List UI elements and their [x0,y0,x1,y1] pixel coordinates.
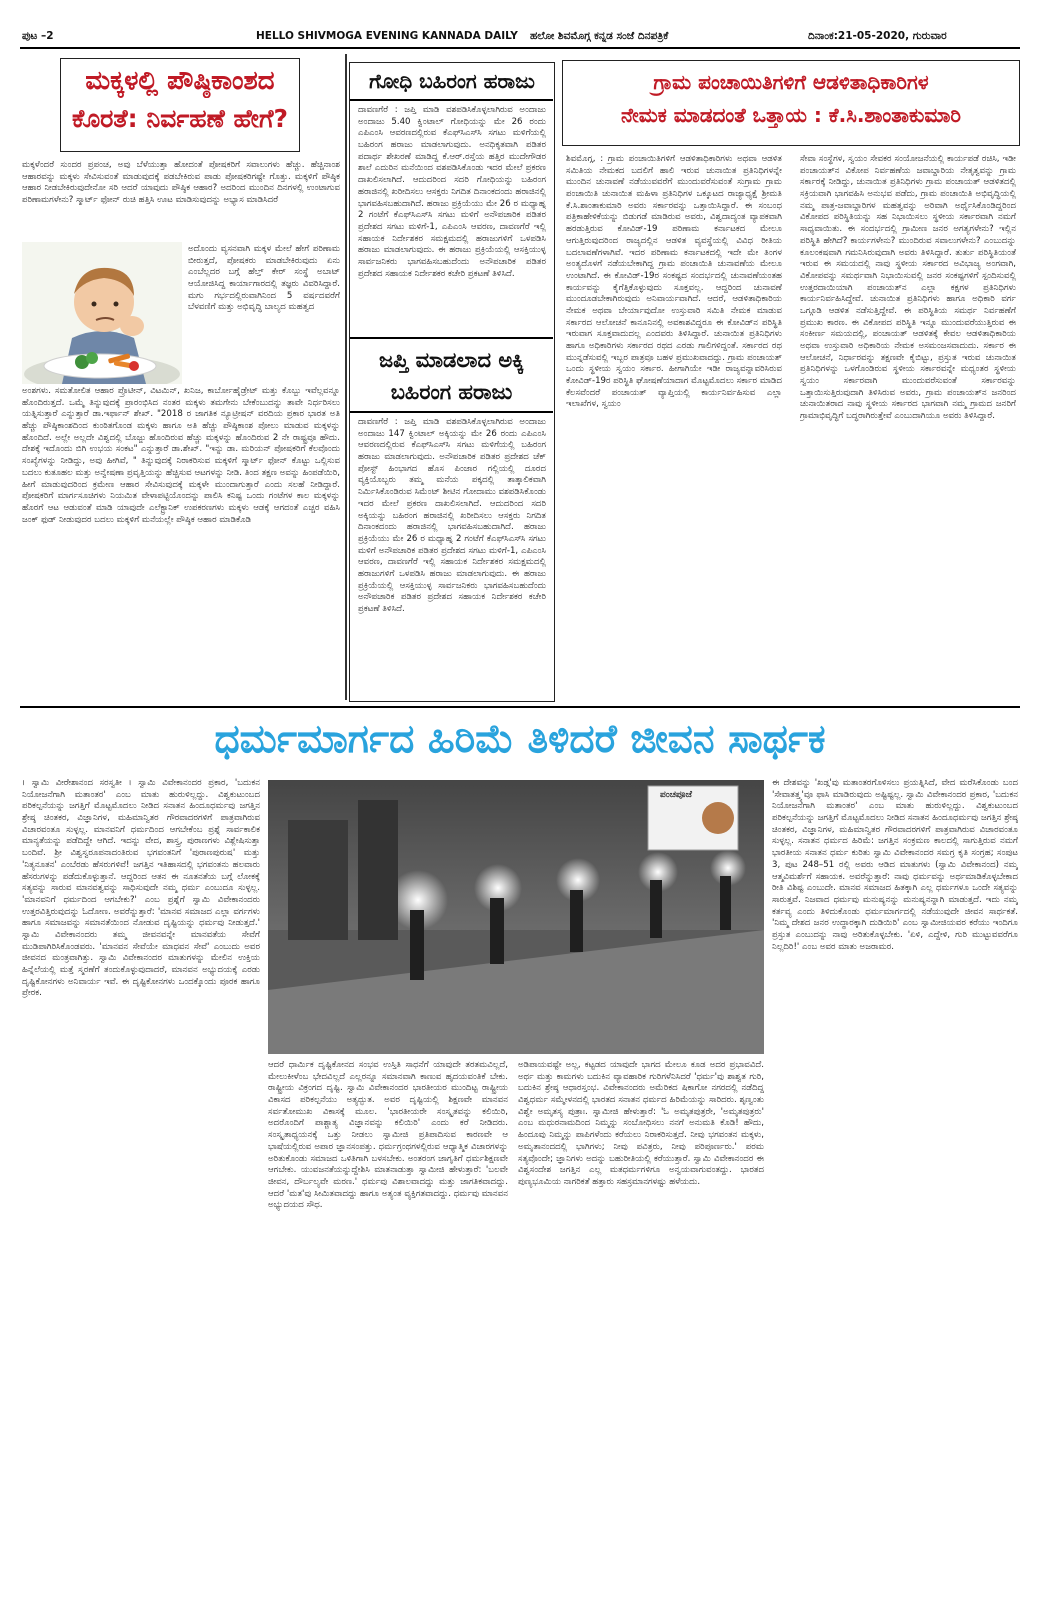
article-nutrition [22,54,340,702]
nutrition-body-side: ಅದೊಂದು ವ್ಯಸನವಾಗಿ ಮಕ್ಕಳ ಮೇಲೆ ಹೇಗೆ ಪರಿಣಾಮ ಬೀರುತ್ತದೆ, ಪೋಷಕರು ಮಾಡಬೇಕಿರುವುದು ಏನು ಎಂಬೆಲ್ಲದರ ಬಗ್ಗೆ ಹೆಲ್ತ್ ಕೇರ್ ಸಂಸ್ಥೆ ಅಬಾಟ್ ಆಯೋಜಿಸಿದ್ದ ಕಾರ್ಯಾಗಾರದಲ್ಲಿ ತಜ್ಞರು ವಿವರಿಸಿದ್ದಾರೆ. ಮಗು ಗರ್ಭದಲ್ಲಿರುವಾಗಿನಿಂದ 5 ವರ್ಷದವರೆಗೆ ಬೆಳವಣಿಗೆ ಮತ್ತು ಅಭಿವೃದ್ಧಿ ಬಾಲ್ಯದ ಮಹತ್ವದ [188,244,340,313]
panchayat-col2: ಸೇವಾ ಸಂಸ್ಥೆಗಳ, ಸ್ವಯಂ ಸೇವಕರ ಸಂಯೋಜನೆಯಲ್ಲಿ ಕಾರ್ಯಪಡೆ ರಚಿಸಿ, ಇಡೀ ಪಂಚಾಯತ್‌ನ ವಿಕೋಪ ನಿರ್ವಹಣೆಯ ಜವಾಬ್ದಾರಿಯ ನೇತೃತ್ವವನ್ನು ಗ್ರಾಮ ಸರ್ಕಾರಕ್ಕೆ ನೀಡಿದ್ದು, ಚುನಾಯಿತ ಪ್ರತಿನಿಧಿಗಳು ಗ್ರಾಮ ಪಂಚಾಯತ್ ಆಡಳಿತದಲ್ಲಿ ಸಕ್ರಿಯವಾಗಿ ಭಾಗವಹಿಸಿ ಅನುಭವ ಪಡೆದು, ಗ್ರಾಮ ಪಂಚಾಯಿತಿ ಅಭಿವೃದ್ಧಿಯಲ್ಲಿ ನಮ್ಮ ಪಾತ್ರ-ಜವಾಬ್ದಾರಿಗಳ ಮಹತ್ವವನ್ನು ಅರಿವಾಗಿ ಅರ್ಥೈಸಿಕೊಂಡಿದ್ದರಿಂದ ವಿಕೋಪದ ಪರಿಸ್ಥಿತಿಯನ್ನು ಸಹ ನಿಭಾಯಿಸಲು ಸ್ಥಳೀಯ ಸರ್ಕಾರವಾಗಿ ನಮಗೆ ಸಾಧ್ಯವಾಯಿತು. ಈ ಸಂದರ್ಭದಲ್ಲಿ ಗ್ರಾಮೀಣ ಜನರ ಅಗತ್ಯಗಳೇನು? ಇಲ್ಲಿನ ಪರಿಸ್ಥಿತಿ ಹೇಗಿದೆ? ಕಾರ್ಯಗಳೇನು? ಮುಂದಿರುವ ಸವಾಲುಗಳೇನು? ಎಂಬುದನ್ನು ಕೂಲಂಕಷವಾಗಿ ಗಮನಿಸಿರುವುದಾಗಿ ಅವರು ತಿಳಿಸಿದ್ದಾರೆ. ತುರ್ತು ಪರಿಸ್ಥಿತಿಯಂತೆ ಇರುವ ಈ ಸಮಯದಲ್ಲಿ ನಾವು ಸ್ಥಳೀಯ ಸರ್ಕಾರದ ಅವಿಭಾಜ್ಯ ಅಂಗವಾಗಿ, ವಿಕೋಪವನ್ನು ಸಮರ್ಥವಾಗಿ ನಿಭಾಯಿಸುವಲ್ಲಿ ಜನರ ಸಂಕಷ್ಟಗಳಿಗೆ ಸ್ಪಂದಿಸುವಲ್ಲಿ ಉತ್ತರದಾಯಿಯಾಗಿ ಪಂಚಾಯತ್‌ನ ಎಲ್ಲಾ ಕಕ್ಷಗಳ ಪ್ರತಿನಿಧಿಗಳು ಕಾರ್ಯನಿರ್ವಹಿಸಿದ್ದೇವೆ. ಚುನಾಯಿತ ಪ್ರತಿನಿಧಿಗಳು ಹಾಗೂ ಅಧಿಕಾರಿ ವರ್ಗ ಒಗ್ಗೂಡಿ ಆಡಳಿತ ನಡೆಸುತ್ತಿದ್ದೇವೆ. ಈ ಪರಿಸ್ಥಿತಿಯ ಸಮರ್ಥ ನಿರ್ವಹಣೆಗೆ ಪ್ರಮುಖ ಕಾರಣ. ಈ ವಿಕೋಪದ ಪರಿಸ್ಥಿತಿ ಇನ್ನೂ ಮುಂದುವರೆಯುತ್ತಿರುವ ಈ ಸಂಕೀರ್ಣ ಸಮಯದಲ್ಲಿ, ಪಂಚಾಯತ್ ಆಡಳಿತಕ್ಕೆ ಕೇವಲ ಆಡಳಿತಾಧಿಕಾರಿಯ ಅಥವಾ ಉಸ್ತುವಾರಿ ಅಧಿಕಾರಿಯ ನೇಮಕ ಅಸಮಂಜಸವಾದುದು. ಸರ್ಕಾರ ಈ ಆಲೋಚನೆ, ನಿರ್ಧಾರವನ್ನು ತಕ್ಷಣವೇ ಕೈಬಿಟ್ಟು, ಪ್ರಸ್ತುತ ಇರುವ ಚುನಾಯಿತ ಪ್ರತಿನಿಧಿಗಳನ್ನು ಒಳಗೊಂಡಿರುವ ಸ್ಥಳೀಯ ಸರ್ಕಾರವನ್ನೇ ಮಧ್ಯಂತರ ಸ್ಥಳೀಯ ಸ್ವಯಂ ಸರ್ಕಾರವಾಗಿ ಮುಂದುವರೆಸುವಂತೆ ಸರ್ಕಾರವನ್ನು ಒತ್ತಾಯಿಸುತ್ತಿರುವುದಾಗಿ ತಿಳಿಸಿರುವ ಅವರು, ಗ್ರಾಮ ಪಂಚಾಯತ್‌ನ ಜನರಿಂದ ಚುನಾಯಿತರಾದ ನಾವು ಸ್ಥಳೀಯ ಸರ್ಕಾರದ ಭಾಗವಾಗಿ ನಮ್ಮ ಗ್ರಾಮದ ಜನರಿಗೆ ಗ್ರಾಮಾಭಿವೃದ್ಧಿಗೆ ಬದ್ಧರಾಗಿರುತ್ತೇವೆ ಎಂಬುದಾಗಿಯೂ ಅವರು ತಿಳಿಸಿದ್ದಾರೆ. [800,154,1016,422]
dharma-headline: ಧರ್ಮಮಾರ್ಗದ ಹಿರಿಮೆ ತಿಳಿದರೆ ಜೀವನ ಸಾರ್ಥಕ [214,717,826,762]
masthead-rule [20,47,1020,49]
nutrition-headline-line1: ಮಕ್ಕಳಲ್ಲಿ ಪೌಷ್ಠಿಕಾಂಶದ [85,66,275,96]
panchayat-headline-box [562,60,1020,146]
dharma-col2: ಆದರೆ ಧಾರ್ಮಿಕ ದೃಷ್ಟಿಕೋನದ ಸಂಭವ ಉಸ್ತಿತಿ ಸಾಧನೆಗೆ ಯಾವುದೇ ತರತಮವಿಲ್ಲದೆ, ಮೇಲುಕೀಳೆಂಬ ಭೇದವಿಲ್ಲದೆ ಎಲ್ಲರನ್ನೂ ಸಮಾನವಾಗಿ ಕಾಣುವ ಹೃದಯವಂತಿಕೆ ಬೇಕು. ರಾಷ್ಟ್ರೀಯ ವಿಕ್ರಂಗದ ದೃಷ್ಟಿ. ಸ್ವಾಮಿ ವಿವೇಕಾನಂದರ ಭಾರತೀಯರ ಮುಂದಿಟ್ಟ ರಾಷ್ಟ್ರೀಯ ವಿಕಾಸದ ಪರಿಕಲ್ಪನೆಯು ಅತ್ಯದ್ಭುತ. ಅವರ ದೃಷ್ಟಿಯಲ್ಲಿ ಶಿಕ್ಷಣವೇ ಮಾನವನ ಸರ್ವತೋಮುಖ ವಿಕಾಸಕ್ಕೆ ಮೂಲ. 'ಭಾರತೀಯರೇ ಸಂಸ್ಕೃತವನ್ನು ಕಲಿಯಿರಿ, ಅದರೊಂದಿಗೆ ಪಾಶ್ಚಾತ್ಯ ವಿಜ್ಞಾನವನ್ನು ಕಲಿಯಿರಿ' ಎಂದು ಕರೆ ನೀಡಿದರು. ಸಂಸ್ಕೃತಾಧ್ಯಯನಕ್ಕೆ ಒತ್ತು ನೀಡಲು ಸ್ವಾಮೀಜಿ ಪ್ರತಿಪಾದಿಸುವ ಕಾರಣವೇ ಆ ಭಾಷೆಯಲ್ಲಿರುವ ಅಪಾರ ಜ್ಞಾನಸಂಪತ್ತು. ಧರ್ಮಗ್ರಂಥಗಳಲ್ಲಿರುವ ಆಧ್ಯಾತ್ಮಿಕ ವಿಚಾರಗಳನ್ನು ಅರಿತುಕೊಂಡು ಸಮಾಜದ ಒಳಿತಿಗಾಗಿ ಬಳಸಬೇಕು. ಅಂತರಂಗ ಜಾಗೃತಿಗೆ ಧರ್ಮಶಿಕ್ಷಣವೇ ಆಗಬೇಕು. ಯುವಜನತೆಯನ್ನುದ್ದೇಶಿಸಿ ಮಾತನಾಡುತ್ತಾ ಸ್ವಾಮೀಜಿ ಹೇಳುತ್ತಾರೆ: 'ಬಲವೇ ಜೀವನ, ದೌರ್ಬಲ್ಯವೇ ಮರಣ.' ಧರ್ಮವು ವಿಶಾಲವಾದದ್ದು ಮತ್ತು ಜಾಗತಿಕವಾದದ್ದು. ಆದರೆ 'ಮತ'ವು ಸೀಮಿತವಾದದ್ದು ಹಾಗೂ ಅತ್ಯಂತ ವ್ಯಕ್ತಿಗತವಾದದ್ದು. ಧರ್ಮವು ಮಾನವನ ಅಭ್ಯುದಯದ ಸೌಧ. [268,1060,508,1211]
paper-name-kn: ಹಲೋ ಶಿವಮೊಗ್ಗ ಕನ್ನಡ ಸಂಜೆ ದಿನಪತ್ರಿಕೆ [530,30,669,42]
paper-name-en: HELLO SHIVMOGA EVENING KANNADA DAILY [256,30,518,42]
wheat-body: ದಾವಣಗೆರೆ : ಜಪ್ತಿ ಮಾಡಿ ವಶಪಡಿಸಿಕೊಳ್ಳಲಾಗಿರುವ ಅಂದಾಜು ಅಂದಾಜು 5.40 ಕ್ವಿಂಟಾಲ್ ಗೋಧಿಯನ್ನು ಮೇ 26 ರಂದು ಎಪಿಎಂಸಿ ಆವರಣದಲ್ಲಿರುವ ಕೆಎಫ್‍ಸಿಎಸ್‍ಸಿ ಸಗಟು ಮಳಿಗೆಯಲ್ಲಿ ಬಹಿರಂಗ ಹರಾಜು ಮಾಡಲಾಗುವುದು. ಅನಧಿಕೃತವಾಗಿ ಪಡಿತರ ಪದಾರ್ಥ ಶೇಖರಣೆ ಮಾಡಿದ್ದ ಕೆ.ಆರ್.ರಸ್ತೆಯ ಹತ್ತಿರ ಮುದೇಗೌಡರ ಶಾಲೆ ಎದುರಿನ ಮನೆಯಿಂದ ವಶಪಡಿಸಿಕೊಂಡು ಇದರ ಮೇಲೆ ಪ್ರಕರಣ ದಾಖಲಿಸಲಾಗಿದೆ. ಆದುದರಿಂದ ಸದರಿ ಗೋಧಿಯನ್ನು ಬಹಿರಂಗ ಹರಾಜಿನಲ್ಲಿ ಖರೀದಿಸಲು ಆಸಕ್ತರು ನಿಗದಿತ ದಿನಾಂಕದಂದು ಹರಾಜಿನಲ್ಲಿ ಭಾಗವಹಿಸಬಹುದಾಗಿದೆ. ಹರಾಜು ಪ್ರಕ್ರಿಯೆಯು ಮೇ 26 ರ ಮಧ್ಯಾಹ್ನ 2 ಗಂಟೆಗೆ ಕೆಎಫ್‍ಸಿಎಸ್‍ಸಿ ಸಗಟು ಮಳಿಗೆ ಅನೌಪಚಾರಿಕ ಪಡಿತರ ಪ್ರದೇಶದ ಸಗಟು ಮಳಿಗೆ-1, ಎಪಿಎಂಸಿ ಆವರಣ, ದಾವಣಗೆರೆ ಇಲ್ಲಿ ಸಹಾಯಕ ನಿರ್ದೇಶಕರ ಸಮಕ್ಷಮದಲ್ಲಿ ಹರಾಜುಗಳಿಗೆ ಒಳಪಡಿಸಿ ಹರಾಜು ಮಾಡಲಾಗುವುದು. ಈ ಹರಾಜು ಪ್ರಕ್ರಿಯೆಯಲ್ಲಿ ಆಸಕ್ತಿಯುಳ್ಳ ಸಾರ್ವಜನಿಕರು ಭಾಗವಹಿಸಬಹುದೆಂದು ಅನೌಪಚಾರಿಕ ಪಡಿತರ ಪ್ರದೇಶದ ಸಹಾಯಕ ನಿರ್ದೇಶಕರ ಕಚೇರಿ ಪ್ರಕಟಣೆ ತಿಳಿಸಿದೆ. [358,105,546,279]
rice-headline-line2: ಬಹಿರಂಗ ಹರಾಜು [390,380,513,404]
auction-column-box [349,62,555,702]
panchayat-headline-line1: ಗ್ರಾಮ ಪಂಚಾಯಿತಿಗಳಿಗೆ ಆಡಳಿತಾಧಿಕಾರಿಗಳ [653,70,929,94]
panchayat-col1: ಶಿವಮೊಗ್ಗ, : ಗ್ರಾಮ ಪಂಚಾಯಿತಿಗಳಿಗೆ ಆಡಳಿತಾಧಿಕಾರಿಗಳು ಅಥವಾ ಆಡಳಿತ ಸಮಿತಿಯ ನೇಮಕದ ಬದಲಿಗೆ ಹಾಲಿ ಇರುವ ಚುನಾಯಿತ ಪ್ರತಿನಿಧಿಗಳನ್ನೇ ಮುಂದಿನ ಚುನಾವಣೆ ನಡೆಯುವವರೆಗೆ ಮುಂದುವರೆಸುವಂತೆ ಸುಗ್ರಾಮ ಗ್ರಾಮ ಪಂಚಾಯಿತಿ ಚುನಾಯಿತ ಮಹಿಳಾ ಪ್ರತಿನಿಧಿಗಳ ಒಕ್ಕೂಟದ ರಾಜ್ಯಾಧ್ಯಕ್ಷೆ ಶ್ರೀಮತಿ ಕೆ.ಸಿ.ಶಾಂತಾಕುಮಾರಿ ಅವರು ಸರ್ಕಾರವನ್ನು ಒತ್ತಾಯಿಸಿದ್ದಾರೆ. ಈ ಸಂಬಂಧ ಪತ್ರಿಕಾಹೇಳಿಕೆಯನ್ನು ಬಿಡುಗಡೆ ಮಾಡಿರುವ ಅವರು, ವಿಶ್ವದಾದ್ಯಂತ ವ್ಯಾಪಕವಾಗಿ ಹರಡುತ್ತಿರುವ ಕೋವಿಡ್-19 ಪರಿಣಾಮ ಕರ್ನಾಟಕದ ಮೇಲೂ ಆಗುತ್ತಿರುವುದರಿಂದ ರಾಜ್ಯದಲ್ಲಿನ ಆಡಳಿತ ವ್ಯವಸ್ಥೆಯಲ್ಲಿ ವಿವಿಧ ರೀತಿಯ ಬದಲಾವಣೆಗಳಾಗಿವೆ. ಇದರ ಪರಿಣಾಮ ಕರ್ನಾಟಕದಲ್ಲಿ ಇದೇ ಮೇ ತಿಂಗಳ ಅಂತ್ಯದೊಳಗೆ ನಡೆಯಬೇಕಾಗಿದ್ದ ಗ್ರಾಮ ಪಂಚಾಯಿತಿ ಚುನಾವಣೆಯ ಮೇಲೂ ಉಂಟಾಗಿದೆ. ಈ ಕೋವಿಡ್-19ರ ಸಂಕಷ್ಟದ ಸಂದರ್ಭದಲ್ಲಿ ಚುನಾವಣೆಯಂತಹ ಕಾರ್ಯವನ್ನು ಕೈಗೆತ್ತಿಕೊಳ್ಳುವುದು ಸೂಕ್ತವಲ್ಲ. ಆದ್ದರಿಂದ ಚುನಾವಣೆ ಮುಂದೂಡಬೇಕಾಗಿರುವುದು ಅನಿವಾರ್ಯವಾಗಿದೆ. ಆದರೆ, ಆಡಳಿತಾಧಿಕಾರಿಯ ನೇಮಕ ಅಥವಾ ಬೇರ್ಯಾವುದೋ ಉಸ್ತುವಾರಿ ಸಮಿತಿ ನೇಮಕ ಮಾಡುವ ಸರ್ಕಾರದ ಆಲೋಚನೆ ಕಾನೂನಿನಲ್ಲಿ ಅವಕಾಶವಿದ್ದರೂ ಈ ಕೋವಿಡ್‌ನ ಪರಿಸ್ಥಿತಿ ಇರುವಾಗ ಸೂಕ್ತವಾದುದಲ್ಲ ಎಂದವರು ತಿಳಿಸಿದ್ದಾರೆ. ಚುನಾಯಿತ ಪ್ರತಿನಿಧಿಗಳು ಹಾಗೂ ಅಧಿಕಾರಿಗಳು ಸರ್ಕಾರದ ರಥದ ಎರಡು ಗಾಲಿಗಳಿದ್ದಂತೆ. ಸರ್ಕಾರದ ರಥ ಮುನ್ನಡೆಸುವಲ್ಲಿ ಇಬ್ಬರ ಪಾತ್ರವೂ ಬಹಳ ಪ್ರಮುಖವಾದದ್ದು. ಗ್ರಾಮ ಪಂಚಾಯತ್ ಒಂದು ಸ್ಥಳೀಯ ಸ್ವಯಂ ಸರ್ಕಾರ. ಹೀಗಾಗಿಯೇ ಇಡೀ ರಾಜ್ಯವನ್ನಾವರಿಸಿರುವ ಕೋವಿಡ್-19ರ ಪರಿಸ್ಥಿತಿ ಘೋಷಣೆಯಾದಾಗ ಮೊಟ್ಟಮೊದಲು ಸರ್ಕಾರ ಮಾಡಿದ ಕೆಲಸವೆಂದರೆ ಪಂಚಾಯತ್ ವ್ಯಾಪ್ತಿಯಲ್ಲಿ ಕಾರ್ಯನಿರ್ವಹಿಸುವ ಎಲ್ಲಾ ಇಲಾಖೆಗಳ, ಸ್ವಯಂ [566,154,782,410]
nutrition-headline-line2: ಕೊರತೆ: ನಿರ್ವಹಣೆ ಹೇಗೆ? [71,104,289,134]
article-panchayat [562,54,1020,702]
rice-body: ದಾವಣಗೆರೆ : ಜಪ್ತಿ ಮಾಡಿ ವಶಪಡಿಸಿಕೊಳ್ಳಲಾಗಿರುವ ಅಂದಾಜು ಅಂದಾಜು 147 ಕ್ವಿಂಟಾಲ್ ಅಕ್ಕಿಯನ್ನು ಮೇ 26 ರಂದು ಎಪಿಎಂಸಿ ಆವರಣದಲ್ಲಿರುವ ಕೆಎಫ್‍ಸಿಎಸ್‍ಸಿ ಸಗಟು ಮಳಿಗೆಯಲ್ಲಿ ಬಹಿರಂಗ ಹರಾಜು ಮಾಡಲಾಗುವುದು. ಅನೌಪಚಾರಿಕ ಪಡಿತರ ಪ್ರದೇಶದ ಚೆಕ್ ಪೋಸ್ಟ್ ಹಿಂಭಾಗದ ಹೊಸ ಪಿಂಜಾರ ಗಲ್ಲಿಯಲ್ಲಿ ದೂರದ ವ್ಯಕ್ತಿಯೊಬ್ಬರು ತಮ್ಮ ಮನೆಯ ಪಕ್ಕದಲ್ಲಿ ತಾತ್ಕಾಲಿಕವಾಗಿ ನಿರ್ಮಿಸಿಕೊಂಡಿರುವ ಸಿಮೆಂಟ್ ಶೀಟಿನ ಗೋದಾಮು ವಶಪಡಿಸಿಕೊಂಡು ಇದರ ಮೇಲೆ ಪ್ರಕರಣ ದಾಖಲಿಸಲಾಗಿದೆ. ಆದುದರಿಂದ ಸದರಿ ಅಕ್ಕಿಯನ್ನು ಬಹಿರಂಗ ಹರಾಜಿನಲ್ಲಿ ಖರೀದಿಸಲು ಆಸಕ್ತರು ನಿಗದಿತ ದಿನಾಂಕದಂದು ಹರಾಜಿನಲ್ಲಿ ಭಾಗವಹಿಸಬಹುದಾಗಿದೆ. ಹರಾಜು ಪ್ರಕ್ರಿಯೆಯು ಮೇ 26 ರ ಮಧ್ಯಾಹ್ನ 2 ಗಂಟೆಗೆ ಕೆಎಫ್‍ಸಿಎಸ್‍ಸಿ ಸಗಟು ಮಳಿಗೆ ಅನೌಪಚಾರಿಕ ಪಡಿತರ ಪ್ರದೇಶದ ಸಗಟು ಮಳಿಗೆ-1, ಎಪಿಎಂಸಿ ಆವರಣ, ದಾವಣಗೆರೆ ಇಲ್ಲಿ ಸಹಾಯಕ ನಿರ್ದೇಶಕರ ಸಮಕ್ಷಮದಲ್ಲಿ ಹರಾಜುಗಳಿಗೆ ಒಳಪಡಿಸಿ ಹರಾಜು ಮಾಡಲಾಗುವುದು. ಈ ಹರಾಜು ಪ್ರಕ್ರಿಯೆಯಲ್ಲಿ ಆಸಕ್ತಿಯುಳ್ಳ ಸಾರ್ವಜನಿಕರು ಭಾಗವಹಿಸಬಹುದೆಂದು ಅನೌಪಚಾರಿಕ ಪಡಿತರ ಪ್ರದೇಶದ ಸಹಾಯಕ ನಿರ್ದೇಶಕರ ಕಚೇರಿ ಪ್ರಕಟಣೆ ತಿಳಿಸಿದೆ. [358,417,546,614]
dharma-col3: ಅಡಿಪಾಯವಷ್ಟೇ ಅಲ್ಲ, ಕಟ್ಟಡದ ಯಾವುದೇ ಭಾಗದ ಮೇಲೂ ಕೂಡ ಅದರ ಪ್ರಭಾವವಿದೆ. ಅರ್ಥ ಮತ್ತು ಕಾಮಗಳು ಬದುಕಿನ ವ್ಯಾವಹಾರಿಕ ಗುರಿಗಳೆನಿಸಿದರೆ 'ಧರ್ಮ'ವು ಶಾಶ್ವತ ಗುರಿ, ಬದುಕಿನ ಶ್ರೇಷ್ಠ ಆಧಾರಸ್ತಂಭ. ವಿವೇಕಾನಂದರು ಅಮೆರಿಕದ ಷಿಕಾಗೋ ನಗರದಲ್ಲಿ ನಡೆದಿದ್ದ ವಿಶ್ವಧರ್ಮ ಸಮ್ಮೇಳನದಲ್ಲಿ ಭಾರತದ ಸನಾತನ ಧರ್ಮದ ಹಿರಿಮೆಯನ್ನು ಸಾರಿದರು. ಶೃಣ್ವಂತು ವಿಶ್ವೇ ಅಮೃತಸ್ಯ ಪುತ್ರಾಃ. ಸ್ವಾಮೀಜಿ ಹೇಳುತ್ತಾರೆ: 'ಓ ಅಮೃತಪುತ್ರರೇ, 'ಅಮೃತಪುತ್ರರು' ಎಂಬ ಮಧುರನಾಮದಿಂದ ನಿಮ್ಮನ್ನು ಸಂಬೋಧಿಸಲು ನನಗೆ ಅನುಮತಿ ಕೊಡಿ! ಹೌದು, ಹಿಂದೂವು ನಿಮ್ಮನ್ನು ಪಾಪಿಗಳೆಂದು ಕರೆಯಲು ನಿರಾಕರಿಸುತ್ತದೆ. ನೀವು ಭಗವಂತನ ಮಕ್ಕಳು, ಅಮೃತಾನಂದದಲ್ಲಿ ಭಾಗಿಗಳು; ನೀವು ಪವಿತ್ರರು, ನೀವು ಪರಿಪೂರ್ಣರು.' ಪರಮ ಸತ್ಯವೊಂದೇ; ಜ್ಞಾನಿಗಳು ಅದನ್ನು ಬಹುರೀತಿಯಲ್ಲಿ ಕರೆಯುತ್ತಾರೆ. ಸ್ವಾಮಿ ವಿವೇಕಾನಂದರ ಈ ವಿಶ್ವಸಂದೇಶ ಜಗತ್ತಿನ ಎಲ್ಲ ಮತಧರ್ಮಗಳಿಗೂ ಅನ್ವಯವಾಗುವಂತದ್ದು. ಭಾರತದ ಪುಣ್ಯಭೂಮಿಯ ನಾಗರಿಕತೆ ಹತ್ತಾರು ಸಹಸ್ರಮಾನಗಳಷ್ಟು ಹಳೆಯದು. [518,1060,764,1187]
nutrition-body-bottom: ಅಂಶಗಳು. ಸಮತೋಲಿತ ಆಹಾರ ಪ್ರೊಟೀನ್, ವಿಟಮಿನ್, ಖನಿಜ, ಕಾರ್ಬೋಹೈಡ್ರೇಟ್ ಮತ್ತು ಕೊಬ್ಬು ಇವೆಲ್ಲವನ್ನೂ ಹೊಂದಿರುತ್ತದೆ. ಒಮ್ಮೆ ತಿನ್ನುವುದಕ್ಕೆ ಪ್ರಾರಂಭಿಸಿದ ನಂತರ ಮಕ್ಕಳು ತಮಗೇನು ಬೇಕೆಂಬುದನ್ನು ತಾವೇ ನಿರ್ಧರಿಸಲು ಯತ್ನಿಸುತ್ತಾರೆ ಎನ್ನುತ್ತಾರೆ ಡಾ.ಇರ್ಫಾನ್ ಶೇಖ್. "2018 ರ ಜಾಗತಿಕ ನ್ಯೂಟ್ರೀಷನ್ ವರದಿಯ ಪ್ರಕಾರ ಭಾರತ ಅತಿ ಹೆಚ್ಚು ಪೌಷ್ಠಿಕಾಂಶದಿಂದ ಕುಂಠಿತಗೊಂಡ ಮಕ್ಕಳು ಹಾಗೂ ಅತಿ ಹೆಚ್ಚು ಪೌಷ್ಠಿಕಾಂಶ ಪೋಲು ಮಾಡುವ ಮಕ್ಕಳನ್ನು ಹೊಂದಿದೆ. ಅಲ್ಲೇ ಅಲ್ಲದೇ ವಿಶ್ವದಲ್ಲಿ ಬೊಜ್ಜು ಹೊಂದಿರುವ ಹೆಚ್ಚು ಮಕ್ಕಳನ್ನು ಹೊಂದಿರುವ 2 ನೇ ರಾಷ್ಟ್ರವೂ ಹೌದು. ದೇಶಕ್ಕೆ ಇದೊಂದು ಬಿಗಿ ಉಭಯ ಸಂಕಟ" ಎನ್ನುತ್ತಾರೆ ಡಾ.ಶೇಖ್. "ಇನ್ನು ಡಾ. ಮರಿಯನ್ ಪೋಷಕರಿಗೆ ಕೆಲವೊಂದು ಸಂಖ್ಯೆಗಳನ್ನು ನೀಡಿದ್ದು, ಅವು ಹೀಗಿವೆ, " ತಿನ್ನುವುದಕ್ಕೆ ನಿರಾಕರಿಸುವ ಮಕ್ಕಳಿಗೆ ಸ್ಮಾರ್ಟ್ ಫೋನ್ ಕೊಟ್ಟು ಒಲ್ಲಿಸುವ ಬದಲು ಕುತೂಹಲ ಮತ್ತು ಅನ್ವೇಷಣಾ ಪ್ರವೃತ್ತಿಯನ್ನು ಹೆಚ್ಚಿಸುವ ಆಟಗಳನ್ನು ನೀಡಿ. ತಿಂದ ತಕ್ಷಣ ಅವನ್ನು ಹಿಂಪಡೆಯಿರಿ, ಹೀಗೆ ಮಾಡುವುದರಿಂದ ಕ್ರಮೇಣ ಆಹಾರ ಸೇವಿಸುವುದಕ್ಕೆ ಮಕ್ಕಳೇ ಮುಂದಾಗುತ್ತಾರೆ ಎಂದು ಸಲಹೆ ನೀಡಿದ್ದಾರೆ. ಪೋಷಕರಿಗೆ ಮಾರ್ಗಸೂಚಿಗಳು ನಿಯಮಿತ ವೇಳಾಪಟ್ಟಿಯೊಂದನ್ನು ಪಾಲಿಸಿ ಕನಿಷ್ಟ ಒಂದು ಗಂಟೆಗಳ ಕಾಲ ಮಕ್ಕಳನ್ನು ಹೊರಗೆ ಆಟ ಆಡುವಂತೆ ಮಾಡಿ ಯಾವುದೇ ಎಲೆಕ್ಟ್ರಾನಿಕ್ ಉಪಕರಣಗಳು ಮಕ್ಕಳು ಆಡಕ್ಕೆ ಆಗದಂತೆ ಎಚ್ಚರ ವಹಿಸಿ ಜಂಕ್ ಫುಡ್ ನೀಡುವುದರ ಬದಲು ಮಕ್ಕಳಿಗೆ ಮನೆಯಲ್ಲೇ ಪೌಷ್ಠಿಕ ಆಹಾರ ಮಾಡಿಕೊಡಿ [22,386,340,525]
nutrition-body-top: ಮಕ್ಕಳೆಂದರೆ ಸುಂದರ ಪ್ರಪಂಚ, ಅವು ಬೆಳೆಯುತ್ತಾ ಹೋದಂತೆ ಪೋಷಕರಿಗೆ ಸವಾಲುಗಳು ಹೆಚ್ಚು. ಹೆಚ್ಚಿನಾಂಶ ಆಹಾರವನ್ನು ಮಕ್ಕಳು ಸೇವಿಸುವಂತೆ ಮಾಡುವುದಕ್ಕೆ ಪಡಬೇಕಿರುವ ಪಾಡು ಪೋಷಕರಿಗಷ್ಟೇ ಗೊತ್ತು. ಮಕ್ಕಳಿಗೆ ಪೌಷ್ಠಿಕ ಆಹಾರ ನೀಡಬೇಕಿರುವುದೇನೋ ಸರಿ ಆದರೆ ಯಾವುದು ಪೌಷ್ಠಿಕ ಆಹಾರ? ಅದರಿಂದ ಮುಂದಿನ ದಿನಗಳಲ್ಲಿ ಉಂಟಾಗುವ ಪರಿಣಾಮಗಳೇನು? ಸ್ಮಾರ್ಟ್ ಫೋನ್ ರುಚಿ ಹತ್ತಿಸಿ ಊಟ ಮಾಡಿಸುವುದನ್ನು ಅಭ್ಯಾಸ ಮಾಡಿಸಿದರೆ [22,160,340,206]
photo-caption: ಪಂಚಪೂಜೆ [660,790,693,800]
rice-headline-line1: ಜಪ್ತಿ ಮಾಡಲಾದ ಅಕ್ಕಿ [379,348,524,372]
panchayat-headline-line2: ನೇಮಕ ಮಾಡದಂತೆ ಒತ್ತಾಯ : ಕೆ.ಸಿ.ಶಾಂತಾಕುಮಾರಿ [621,102,961,127]
page-number: ಪುಟ –2 [22,30,54,42]
child-with-vegetables-photo [22,242,182,384]
issue-date: ದಿನಾಂಕ:21-05-2020, ಗುರುವಾರ [808,30,947,42]
auction-divider [350,337,553,339]
wheat-headline: ಗೋಧಿ ಬಹಿರಂಗ ಹರಾಜು [369,69,535,93]
column-divider [345,54,347,700]
rice-headline-rule [350,411,553,413]
dharma-col1: । ಸ್ವಾಮಿ ವೀರೇಶಾನಂದ ಸರಸ್ವತೀ । ಸ್ವಾಮಿ ವಿವೇಕಾನಂದರ ಪ್ರಕಾರ, 'ಬದುಕನ ನಿಯೋಜನೆಗಾಗಿ ಮತಾಂತರ' ಎಂಬ ಮಾತು ಹುರುಳಿಲ್ಲದ್ದು. ವಿಶ್ವಕುಟುಂಬದ ಪರಿಕಲ್ಪನೆಯನ್ನು ಜಗತ್ತಿಗೆ ಮೊಟ್ಟಮೊದಲು ನೀಡಿದ ಸನಾತನ ಹಿಂದೂಧರ್ಮವು ಜಗತ್ತಿನ ಶ್ರೇಷ್ಠ ಚಿಂತಕರ, ವಿಜ್ಞಾನಿಗಳ, ಮಹಿಮಾನ್ವಿತರ ಗೌರವಾದರಗಳಿಗೆ ಪಾತ್ರವಾಗಿರುವ ವಿಚಾರವಂತೂ ಸುಳ್ಳಲ್ಲ. ಮಾನವನಿಗೆ ಧರ್ಮದಿಂದ ಆಗಬೇಕೆಂಬ ಪ್ರಶ್ನೆ ಸಾರ್ವಕಾಲಿಕ ಮಾನ್ಯತೆಯನ್ನು ಪಡೆದಿದ್ದೇ ಆಗಿದೆ. ಇದನ್ನು ವೇದ, ಶಾಸ್ತ್ರ, ಪುರಾಣಗಳು ವಿಶ್ಲೇಷಿಸುತ್ತಾ ಬಂದಿವೆ. ಶ್ರೀ ವಿಶ್ವಸ್ವರೂಪನಾದಂತಿರುವ ಭಗವಂತನಿಗೆ 'ಪುರಾಣಪುರುಷ' ಮತ್ತು 'ನಿತ್ಯನೂತನ' ಎಂಬೆರಡು ಹೆಸರುಗಳಿವೆ! ಜಗತ್ತಿನ ಇತಿಹಾಸದಲ್ಲಿ ಭಗವಂತನು ಹಲವಾರು ಹೆಸರುಗಳನ್ನು ಪಡೆದುಕೊಳ್ಳುತ್ತಾನೆ. ಆದ್ದರಿಂದ ಆತನ ಈ ನೂತನತೆಯ ಬಗ್ಗೆ ಲೋಕಕ್ಕೆ ಸತ್ಯವನ್ನು ಸಾರುವ ಮಾನವತ್ವವನ್ನು ಸಾಧಿಸುವುದೇ ನಮ್ಮ ಧರ್ಮ ಎಂಬುದೂ ಸುಳ್ಳಲ್ಲ. 'ಮಾನವನಿಗೆ ಧರ್ಮದಿಂದ ಆಗಬೇಕು?' ಎಂಬ ಪ್ರಶ್ನೆಗೆ ಸ್ವಾಮಿ ವಿವೇಕಾನಂದರು ಉತ್ತರವಿತ್ತಿರುವುದನ್ನು ಓದೋಣ. ಅವರೆನ್ನುತ್ತಾರೆ: 'ಮಾನವ ಸಮಾಜದ ಎಲ್ಲಾ ವರ್ಗಗಳು ಹಾಗೂ ಸಮಾಜವನ್ನು ಸಮಾನತೆಯಿಂದ ನೋಡುವ ದೃಷ್ಟಿಯನ್ನು ಧರ್ಮವು ನೀಡುತ್ತದೆ.' ಸ್ವಾಮಿ ವಿವೇಕಾನಂದರು ತಮ್ಮ ಜೀವನವನ್ನೇ ಮಾನವತೆಯ ಸೇವೆಗೆ ಮುಡಿಪಾಗಿರಿಸಿಕೊಂಡವರು. 'ಮಾನವನ ಸೇವೆಯೇ ಮಾಧವನ ಸೇವೆ' ಎಂಬುದು ಅವರ ಜೀವನದ ಮಂತ್ರವಾಗಿತ್ತು. ಸ್ವಾಮಿ ವಿವೇಕಾನಂದರ ಮಾತುಗಳನ್ನು ಮೇಲಿನ ಉಕ್ತಿಯ ಹಿನ್ನೆಲೆಯಲ್ಲಿ ಮತ್ತೆ ಸ್ಮರಣೆಗೆ ತಂದುಕೊಳ್ಳುವುದಾದರೆ, ಮಾನವನ ಅಭ್ಯುದಯಕ್ಕೆ ಎರಡು ದೃಷ್ಟಿಕೋನಗಳು ಅನಿವಾರ್ಯ ಇವೆ. ಈ ದೃಷ್ಟಿಕೋನಗಳು ಒಂದಕ್ಕೊಂದು ಪೂರಕ ಹಾಗೂ ಪ್ರೇರಕ. [22,778,260,999]
wheat-headline-rule [350,99,553,101]
dharma-col4: ಈ ದೇಶವನ್ನು 'ಖಡ್ಗ'ವು ಮತಾಂತರಗೊಳಿಸಲು ಪ್ರಯತ್ನಿಸಿದೆ, ವೇದ ಮರೆಸಿಕೊಂಡು ಬಂದ 'ಸೇವಾತತ್ತ್ವ'ವೂ ಫಾಸಿ ಮಾಡಿರುವುದು ಅಷ್ಟಿಷ್ಟಲ್ಲ. ಸ್ವಾಮಿ ವಿವೇಕಾನಂದರ ಪ್ರಕಾರ, 'ಬದುಕನ ನಿಯೋಜನೆಗಾಗಿ ಮತಾಂತರ' ಎಂಬ ಮಾತು ಹುರುಳಿಲ್ಲದ್ದು. ವಿಶ್ವಕುಟುಂಬದ ಪರಿಕಲ್ಪನೆಯನ್ನು ಜಗತ್ತಿಗೆ ಮೊಟ್ಟಮೊದಲು ನೀಡಿದ ಸನಾತನ ಹಿಂದೂಧರ್ಮವು ಜಗತ್ತಿನ ಶ್ರೇಷ್ಠ ಚಿಂತಕರ, ವಿಜ್ಞಾನಿಗಳ, ಮಹಿಮಾನ್ವಿತರ ಗೌರವಾದರಗಳಿಗೆ ಪಾತ್ರವಾಗಿರುವ ವಿಚಾರವಂತೂ ಸುಳ್ಳಲ್ಲ. ಸನಾತನ ಧರ್ಮದ ಹಿರಿಮೆ: ಜಗತ್ತಿನ ಸಂಕ್ರಮಣ ಕಾಲದಲ್ಲಿ ಸಾಗುತ್ತಿರುವ ನಮಗೆ ಭಾರತೀಯ ಸನಾತನ ಧರ್ಮ ಕುರಿತು ಸ್ವಾಮಿ ವಿವೇಕಾನಂದರ ಸಮಗ್ರ ಕೃತಿ ಸಂಗ್ರಹ; ಸಂಪುಟ 3, ಪುಟ 248–51 ರಲ್ಲಿ ಅವರು ಆಡಿದ ಮಾತುಗಳು (ಸ್ವಾಮಿ ವಿವೇಕಾನಂದ) ನಮ್ಮ ಆತ್ಮವಿಮರ್ಶೆಗೆ ಸಹಾಯಕ. ಅವರೆನ್ನುತ್ತಾರೆ: ನಾವು ಧರ್ಮವನ್ನು ಅರ್ಥಮಾಡಿಕೊಳ್ಳಬೇಕಾದ ರೀತಿ ವಿಶಿಷ್ಟ ಎಂಬುದೇ. ಮಾನವ ಸಮಾಜದ ಹಿತಕ್ಕಾಗಿ ಎಲ್ಲ ಧರ್ಮಗಳೂ ಒಂದೇ ಸತ್ಯವನ್ನು ಸಾರುತ್ತವೆ. ನಿಜವಾದ ಧರ್ಮವು ಮನುಷ್ಯನನ್ನು ಮನುಷ್ಯನನ್ನಾಗಿ ಮಾಡುತ್ತದೆ. ಇದು ನಮ್ಮ ಕರ್ತವ್ಯ ಎಂದು ತಿಳಿದುಕೊಂಡು ಧರ್ಮಮಾರ್ಗದಲ್ಲಿ ನಡೆಯುವುದೇ ಜೀವನ ಸಾರ್ಥಕತೆ. 'ನಿಮ್ಮ ದೇಶದ ಜನರ ಉದ್ಧಾರಕ್ಕಾಗಿ ದುಡಿಯಿರಿ' ಎಂಬ ಸ್ವಾಮೀಜಿಯವರ ಕರೆಯು ಇಂದಿಗೂ ಪ್ರಸ್ತುತ ಎಂಬುದನ್ನು ನಾವು ಅರಿತುಕೊಳ್ಳಬೇಕು. 'ಏಳಿ, ಎದ್ದೇಳಿ, ಗುರಿ ಮುಟ್ಟುವವರೆಗೂ ನಿಲ್ಲದಿರಿ!' ಎಂಬ ಅವರ ಮಾತು ಅಜರಾಮರ. [772,778,1018,952]
nutrition-headline-box [60,58,300,152]
ganga-aarti-photo [268,780,764,1054]
